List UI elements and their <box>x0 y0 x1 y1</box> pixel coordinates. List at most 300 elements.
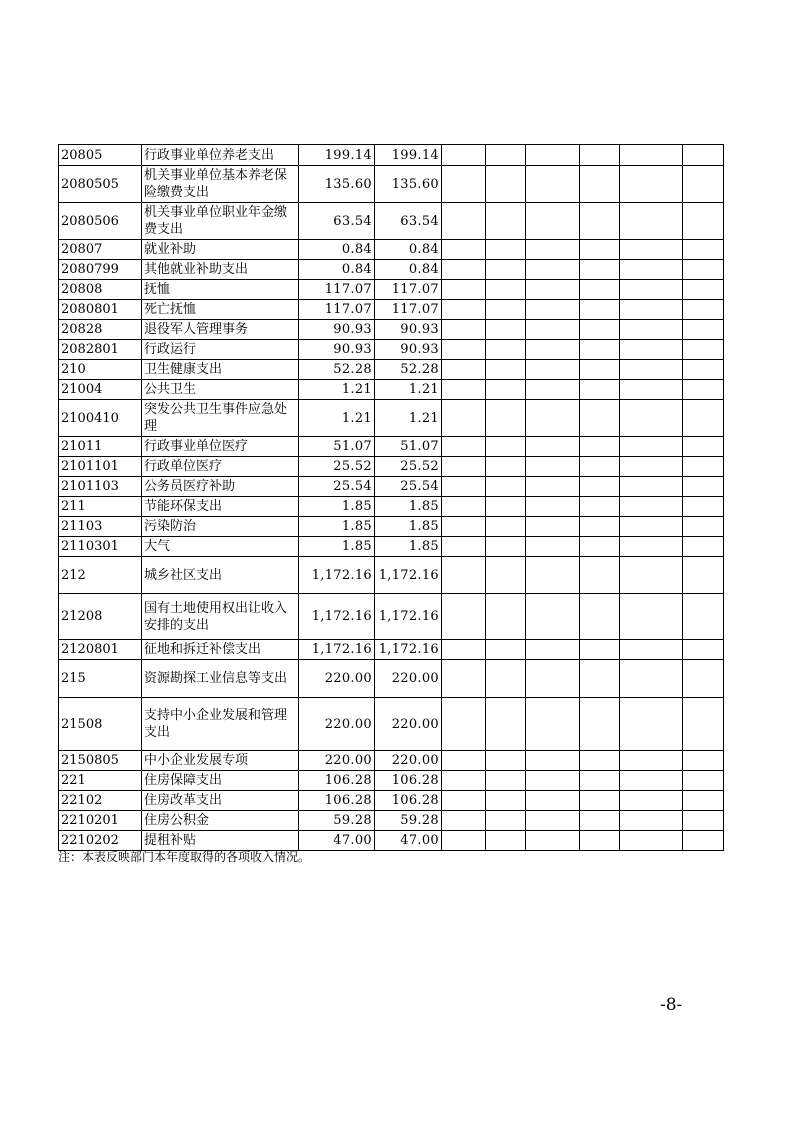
empty-cell <box>442 457 486 477</box>
table-row <box>59 660 724 698</box>
total-amount-cell: 1.21 <box>299 400 375 437</box>
empty-cell <box>526 537 580 557</box>
empty-cell <box>683 791 724 811</box>
empty-cell <box>620 300 683 320</box>
empty-cell <box>526 360 580 380</box>
empty-cell <box>580 698 620 751</box>
empty-cell <box>683 771 724 791</box>
empty-cell <box>486 457 526 477</box>
empty-cell <box>526 203 580 240</box>
subject-code-cell: 2210202 <box>59 831 142 851</box>
table-row <box>59 698 724 751</box>
empty-cell <box>683 400 724 437</box>
page-number: -8- <box>660 995 683 1015</box>
empty-cell <box>683 145 724 166</box>
empty-cell <box>683 240 724 260</box>
empty-cell <box>486 751 526 771</box>
empty-cell <box>683 437 724 457</box>
empty-cell <box>620 660 683 698</box>
subject-name-cell: 机关事业单位基本养老保险缴费支出 <box>142 166 299 203</box>
subject-name-cell: 行政事业单位养老支出 <box>142 145 299 166</box>
empty-cell <box>486 203 526 240</box>
fiscal-amount-cell: 220.00 <box>375 698 442 751</box>
empty-cell <box>442 660 486 698</box>
empty-cell <box>526 640 580 660</box>
empty-cell <box>580 457 620 477</box>
empty-cell <box>526 660 580 698</box>
table-row <box>59 360 724 380</box>
empty-cell <box>620 477 683 497</box>
empty-cell <box>486 240 526 260</box>
empty-cell <box>442 280 486 300</box>
total-amount-cell: 106.28 <box>299 791 375 811</box>
subject-code-cell: 2080799 <box>59 260 142 280</box>
empty-cell <box>486 517 526 537</box>
empty-cell <box>486 557 526 594</box>
empty-cell <box>486 497 526 517</box>
empty-cell <box>486 594 526 640</box>
empty-cell <box>580 380 620 400</box>
total-amount-cell: 25.52 <box>299 457 375 477</box>
table-row <box>59 145 724 166</box>
empty-cell <box>580 400 620 437</box>
subject-code-cell: 210 <box>59 360 142 380</box>
empty-cell <box>442 320 486 340</box>
empty-cell <box>683 831 724 851</box>
empty-cell <box>683 640 724 660</box>
total-amount-cell: 25.54 <box>299 477 375 497</box>
fiscal-amount-cell: 1.85 <box>375 497 442 517</box>
empty-cell <box>580 751 620 771</box>
empty-cell <box>526 260 580 280</box>
empty-cell <box>620 640 683 660</box>
empty-cell <box>526 437 580 457</box>
subject-name-cell: 中小企业发展专项 <box>142 751 299 771</box>
empty-cell <box>683 300 724 320</box>
empty-cell <box>486 791 526 811</box>
subject-code-cell: 20808 <box>59 280 142 300</box>
total-amount-cell: 1.85 <box>299 537 375 557</box>
fiscal-amount-cell: 135.60 <box>375 166 442 203</box>
subject-name-cell: 公务员医疗补助 <box>142 477 299 497</box>
table-row <box>59 557 724 594</box>
fiscal-amount-cell: 52.28 <box>375 360 442 380</box>
fiscal-amount-cell: 59.28 <box>375 811 442 831</box>
empty-cell <box>683 457 724 477</box>
table-row <box>59 537 724 557</box>
empty-cell <box>486 698 526 751</box>
empty-cell <box>526 497 580 517</box>
subject-code-cell: 20807 <box>59 240 142 260</box>
empty-cell <box>620 771 683 791</box>
table-row <box>59 240 724 260</box>
empty-cell <box>580 594 620 640</box>
empty-cell <box>486 280 526 300</box>
fiscal-amount-cell: 117.07 <box>375 280 442 300</box>
subject-code-cell: 2101101 <box>59 457 142 477</box>
empty-cell <box>486 360 526 380</box>
empty-cell <box>442 360 486 380</box>
empty-cell <box>526 145 580 166</box>
subject-name-cell: 其他就业补助支出 <box>142 260 299 280</box>
empty-cell <box>580 557 620 594</box>
fiscal-amount-cell: 106.28 <box>375 771 442 791</box>
budget-table <box>58 144 724 851</box>
empty-cell <box>442 698 486 751</box>
empty-cell <box>442 340 486 360</box>
subject-name-cell: 污染防治 <box>142 517 299 537</box>
subject-code-cell: 215 <box>59 660 142 698</box>
subject-code-cell: 221 <box>59 771 142 791</box>
fiscal-amount-cell: 0.84 <box>375 260 442 280</box>
empty-cell <box>526 457 580 477</box>
empty-cell <box>526 300 580 320</box>
empty-cell <box>442 640 486 660</box>
subject-code-cell: 2210201 <box>59 811 142 831</box>
fiscal-amount-cell: 1.21 <box>375 380 442 400</box>
subject-code-cell: 21103 <box>59 517 142 537</box>
empty-cell <box>442 380 486 400</box>
table-row <box>59 400 724 437</box>
empty-cell <box>620 497 683 517</box>
table-row <box>59 751 724 771</box>
subject-name-cell: 行政运行 <box>142 340 299 360</box>
subject-code-cell: 2150805 <box>59 751 142 771</box>
subject-code-cell: 21004 <box>59 380 142 400</box>
table-row <box>59 437 724 457</box>
empty-cell <box>526 380 580 400</box>
empty-cell <box>526 811 580 831</box>
empty-cell <box>486 340 526 360</box>
table-row <box>59 771 724 791</box>
empty-cell <box>526 517 580 537</box>
empty-cell <box>486 300 526 320</box>
subject-code-cell: 2080505 <box>59 166 142 203</box>
subject-name-cell: 突发公共卫生事件应急处理 <box>142 400 299 437</box>
table-row <box>59 380 724 400</box>
total-amount-cell: 135.60 <box>299 166 375 203</box>
subject-name-cell: 住房保障支出 <box>142 771 299 791</box>
fiscal-amount-cell: 1.21 <box>375 400 442 437</box>
empty-cell <box>683 320 724 340</box>
table-row <box>59 280 724 300</box>
table-row <box>59 497 724 517</box>
empty-cell <box>620 811 683 831</box>
subject-name-cell: 住房公积金 <box>142 811 299 831</box>
empty-cell <box>486 771 526 791</box>
empty-cell <box>580 771 620 791</box>
empty-cell <box>683 340 724 360</box>
empty-cell <box>683 557 724 594</box>
empty-cell <box>620 280 683 300</box>
subject-name-cell: 大气 <box>142 537 299 557</box>
empty-cell <box>683 380 724 400</box>
empty-cell <box>442 477 486 497</box>
empty-cell <box>683 203 724 240</box>
fiscal-amount-cell: 90.93 <box>375 320 442 340</box>
empty-cell <box>683 660 724 698</box>
table-row <box>59 166 724 203</box>
fiscal-amount-cell: 220.00 <box>375 751 442 771</box>
fiscal-amount-cell: 199.14 <box>375 145 442 166</box>
fiscal-amount-cell: 25.52 <box>375 457 442 477</box>
empty-cell <box>486 260 526 280</box>
empty-cell <box>486 660 526 698</box>
empty-cell <box>580 166 620 203</box>
empty-cell <box>580 811 620 831</box>
empty-cell <box>580 320 620 340</box>
empty-cell <box>526 751 580 771</box>
empty-cell <box>442 260 486 280</box>
subject-name-cell: 国有土地使用权出让收入安排的支出 <box>142 594 299 640</box>
empty-cell <box>683 537 724 557</box>
empty-cell <box>486 380 526 400</box>
empty-cell <box>620 537 683 557</box>
total-amount-cell: 117.07 <box>299 280 375 300</box>
empty-cell <box>442 791 486 811</box>
total-amount-cell: 1.21 <box>299 380 375 400</box>
subject-name-cell: 征地和拆迁补偿支出 <box>142 640 299 660</box>
empty-cell <box>620 557 683 594</box>
total-amount-cell: 59.28 <box>299 811 375 831</box>
empty-cell <box>683 260 724 280</box>
empty-cell <box>442 400 486 437</box>
table-note: 注：本表反映部门本年度取得的各项收入情况。 <box>58 850 311 864</box>
empty-cell <box>620 594 683 640</box>
table-row <box>59 811 724 831</box>
table-row <box>59 640 724 660</box>
empty-cell <box>580 477 620 497</box>
total-amount-cell: 220.00 <box>299 698 375 751</box>
fiscal-amount-cell: 117.07 <box>375 300 442 320</box>
fiscal-amount-cell: 90.93 <box>375 340 442 360</box>
empty-cell <box>442 831 486 851</box>
empty-cell <box>442 751 486 771</box>
subject-code-cell: 2101103 <box>59 477 142 497</box>
subject-code-cell: 2100410 <box>59 400 142 437</box>
subject-code-cell: 2120801 <box>59 640 142 660</box>
fiscal-amount-cell: 0.84 <box>375 240 442 260</box>
subject-name-cell: 公共卫生 <box>142 380 299 400</box>
subject-code-cell: 21208 <box>59 594 142 640</box>
empty-cell <box>620 437 683 457</box>
empty-cell <box>580 660 620 698</box>
subject-name-cell: 行政单位医疗 <box>142 457 299 477</box>
empty-cell <box>620 340 683 360</box>
empty-cell <box>580 340 620 360</box>
empty-cell <box>526 594 580 640</box>
empty-cell <box>486 811 526 831</box>
empty-cell <box>580 831 620 851</box>
empty-cell <box>442 203 486 240</box>
empty-cell <box>620 320 683 340</box>
fiscal-amount-cell: 1,172.16 <box>375 557 442 594</box>
empty-cell <box>620 457 683 477</box>
fiscal-amount-cell: 220.00 <box>375 660 442 698</box>
empty-cell <box>442 517 486 537</box>
empty-cell <box>620 203 683 240</box>
empty-cell <box>683 751 724 771</box>
empty-cell <box>620 751 683 771</box>
fiscal-amount-cell: 1,172.16 <box>375 640 442 660</box>
empty-cell <box>580 517 620 537</box>
empty-cell <box>442 811 486 831</box>
total-amount-cell: 1.85 <box>299 517 375 537</box>
empty-cell <box>580 360 620 380</box>
empty-cell <box>580 280 620 300</box>
empty-cell <box>580 300 620 320</box>
empty-cell <box>580 145 620 166</box>
total-amount-cell: 0.84 <box>299 260 375 280</box>
empty-cell <box>526 400 580 437</box>
empty-cell <box>486 831 526 851</box>
empty-cell <box>683 360 724 380</box>
empty-cell <box>486 320 526 340</box>
empty-cell <box>526 477 580 497</box>
fiscal-amount-cell: 47.00 <box>375 831 442 851</box>
total-amount-cell: 1,172.16 <box>299 640 375 660</box>
table-row <box>59 320 724 340</box>
subject-code-cell: 22102 <box>59 791 142 811</box>
empty-cell <box>526 698 580 751</box>
total-amount-cell: 1.85 <box>299 497 375 517</box>
subject-name-cell: 就业补助 <box>142 240 299 260</box>
empty-cell <box>526 771 580 791</box>
table-row <box>59 260 724 280</box>
table-row <box>59 457 724 477</box>
subject-code-cell: 212 <box>59 557 142 594</box>
empty-cell <box>442 594 486 640</box>
budget-table-container <box>58 144 723 851</box>
empty-cell <box>580 791 620 811</box>
empty-cell <box>580 203 620 240</box>
table-row <box>59 300 724 320</box>
budget-table-body <box>59 145 724 851</box>
empty-cell <box>486 166 526 203</box>
subject-name-cell: 退役军人管理事务 <box>142 320 299 340</box>
subject-code-cell: 2110301 <box>59 537 142 557</box>
table-row <box>59 203 724 240</box>
fiscal-amount-cell: 106.28 <box>375 791 442 811</box>
empty-cell <box>526 831 580 851</box>
empty-cell <box>683 517 724 537</box>
total-amount-cell: 220.00 <box>299 660 375 698</box>
subject-name-cell: 住房改革支出 <box>142 791 299 811</box>
subject-code-cell: 2080506 <box>59 203 142 240</box>
empty-cell <box>442 145 486 166</box>
empty-cell <box>526 280 580 300</box>
empty-cell <box>620 360 683 380</box>
subject-code-cell: 211 <box>59 497 142 517</box>
subject-code-cell: 2082801 <box>59 340 142 360</box>
empty-cell <box>526 340 580 360</box>
total-amount-cell: 117.07 <box>299 300 375 320</box>
empty-cell <box>683 280 724 300</box>
empty-cell <box>580 640 620 660</box>
subject-name-cell: 资源勘探工业信息等支出 <box>142 660 299 698</box>
empty-cell <box>620 831 683 851</box>
fiscal-amount-cell: 63.54 <box>375 203 442 240</box>
subject-name-cell: 节能环保支出 <box>142 497 299 517</box>
total-amount-cell: 1,172.16 <box>299 594 375 640</box>
empty-cell <box>683 477 724 497</box>
subject-code-cell: 20828 <box>59 320 142 340</box>
total-amount-cell: 90.93 <box>299 340 375 360</box>
empty-cell <box>442 537 486 557</box>
fiscal-amount-cell: 1,172.16 <box>375 594 442 640</box>
empty-cell <box>620 791 683 811</box>
empty-cell <box>620 240 683 260</box>
total-amount-cell: 51.07 <box>299 437 375 457</box>
total-amount-cell: 199.14 <box>299 145 375 166</box>
empty-cell <box>580 537 620 557</box>
empty-cell <box>580 497 620 517</box>
empty-cell <box>486 477 526 497</box>
total-amount-cell: 220.00 <box>299 751 375 771</box>
fiscal-amount-cell: 1.85 <box>375 537 442 557</box>
subject-name-cell: 支持中小企业发展和管理支出 <box>142 698 299 751</box>
table-row <box>59 477 724 497</box>
total-amount-cell: 47.00 <box>299 831 375 851</box>
subject-name-cell: 抚恤 <box>142 280 299 300</box>
empty-cell <box>442 557 486 594</box>
empty-cell <box>442 240 486 260</box>
empty-cell <box>620 380 683 400</box>
empty-cell <box>620 260 683 280</box>
empty-cell <box>580 437 620 457</box>
empty-cell <box>683 594 724 640</box>
table-row <box>59 791 724 811</box>
subject-code-cell: 2080801 <box>59 300 142 320</box>
subject-code-cell: 21011 <box>59 437 142 457</box>
empty-cell <box>683 811 724 831</box>
empty-cell <box>620 698 683 751</box>
empty-cell <box>620 166 683 203</box>
empty-cell <box>486 400 526 437</box>
empty-cell <box>580 260 620 280</box>
empty-cell <box>442 437 486 457</box>
fiscal-amount-cell: 25.54 <box>375 477 442 497</box>
fiscal-amount-cell: 51.07 <box>375 437 442 457</box>
empty-cell <box>442 497 486 517</box>
empty-cell <box>442 300 486 320</box>
total-amount-cell: 90.93 <box>299 320 375 340</box>
total-amount-cell: 1,172.16 <box>299 557 375 594</box>
subject-code-cell: 20805 <box>59 145 142 166</box>
empty-cell <box>620 517 683 537</box>
empty-cell <box>683 497 724 517</box>
subject-name-cell: 卫生健康支出 <box>142 360 299 380</box>
empty-cell <box>526 240 580 260</box>
table-row <box>59 594 724 640</box>
empty-cell <box>526 166 580 203</box>
fiscal-amount-cell: 1.85 <box>375 517 442 537</box>
empty-cell <box>526 557 580 594</box>
empty-cell <box>620 400 683 437</box>
table-row <box>59 517 724 537</box>
empty-cell <box>620 145 683 166</box>
empty-cell <box>486 640 526 660</box>
subject-name-cell: 机关事业单位职业年金缴费支出 <box>142 203 299 240</box>
empty-cell <box>486 537 526 557</box>
subject-name-cell: 提租补贴 <box>142 831 299 851</box>
empty-cell <box>442 771 486 791</box>
total-amount-cell: 63.54 <box>299 203 375 240</box>
total-amount-cell: 0.84 <box>299 240 375 260</box>
subject-code-cell: 21508 <box>59 698 142 751</box>
subject-name-cell: 行政事业单位医疗 <box>142 437 299 457</box>
empty-cell <box>526 320 580 340</box>
